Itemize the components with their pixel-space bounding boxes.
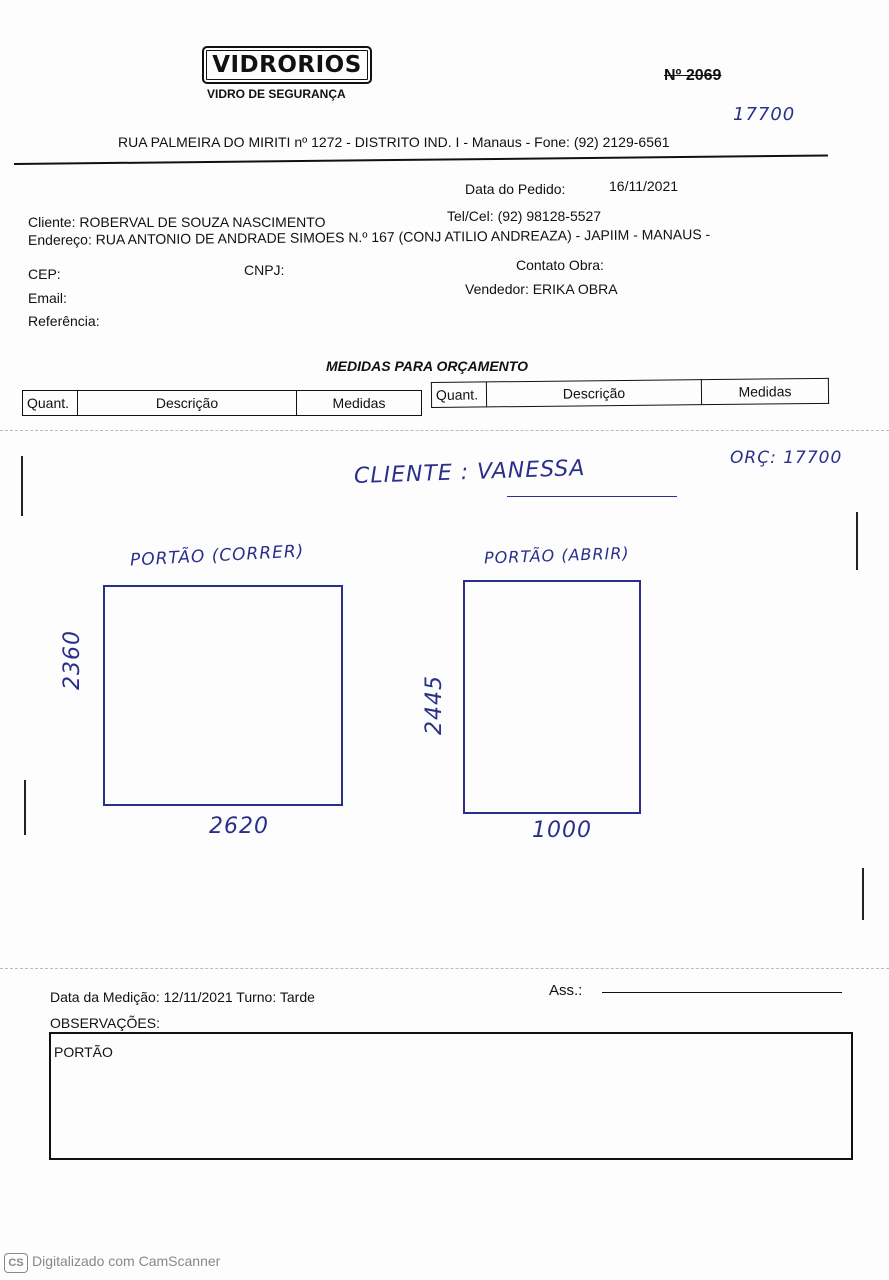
client-phone: Tel/Cel: (92) 98128-5527 xyxy=(447,208,602,224)
email-label: Email: xyxy=(28,290,67,306)
col-measures: Medidas xyxy=(701,378,828,404)
left-height-dimension: 2360 xyxy=(60,630,85,690)
camscanner-icon: CS xyxy=(4,1253,28,1273)
client-name: Cliente: ROBERVAL DE SOUZA NASCIMENTO xyxy=(28,214,326,230)
company-logo xyxy=(202,46,372,84)
cnpj-label: CNPJ: xyxy=(244,262,285,278)
margin-mark xyxy=(862,868,864,920)
scanner-note: Digitalizado com CamScanner xyxy=(32,1253,221,1269)
col-quant: Quant. xyxy=(23,391,78,416)
right-height-dimension: 2445 xyxy=(422,675,447,735)
measures-header-left xyxy=(22,390,422,416)
reference-label: Referência: xyxy=(28,313,100,329)
margin-mark xyxy=(856,512,858,570)
col-quant: Quant. xyxy=(431,382,486,408)
col-description: Descrição xyxy=(486,380,701,407)
order-date-value: 16/11/2021 xyxy=(609,178,679,194)
right-gate-sketch xyxy=(463,580,641,814)
logo-subtitle: VIDRO DE SEGURANÇA xyxy=(207,87,346,101)
right-sketch-label: PORTÃO (ABRIR) xyxy=(483,543,630,568)
left-sketch-label: PORTÃO (CORRER) xyxy=(129,541,305,571)
order-date-label: Data do Pedido: xyxy=(465,181,566,197)
seller-name: Vendedor: ERIKA OBRA xyxy=(465,281,618,297)
client-address: Endereço: RUA ANTONIO DE ANDRADE SIMOES N.º 167 (CONJ ATILIO ANDREAZA) - JAPIIM - MANAUS - xyxy=(27,226,711,248)
client-note-underline xyxy=(507,496,677,497)
handwritten-order-number: 17700 xyxy=(733,104,796,125)
budget-note: ORÇ: 17700 xyxy=(730,448,843,468)
company-address: RUA PALMEIRA DO MIRITI nº 1272 - DISTRITO IND. I - Manaus - Fone: (92) 2129-6561 xyxy=(118,134,670,150)
observations-box xyxy=(49,1032,853,1160)
measures-header-right xyxy=(431,378,829,408)
signature-line xyxy=(602,992,842,993)
site-contact-label: Contato Obra: xyxy=(516,257,604,273)
cep-label: CEP: xyxy=(28,266,61,282)
page-join-top xyxy=(0,430,889,431)
measurement-date: Data da Medição: 12/11/2021 Turno: Tarde xyxy=(50,989,315,1005)
signature-label: Ass.: xyxy=(549,982,583,999)
measures-title: MEDIDAS PARA ORÇAMENTO xyxy=(326,358,528,374)
col-description: Descrição xyxy=(78,391,297,416)
page-join-bottom xyxy=(0,968,889,969)
logo-text: VIDRORIOS xyxy=(212,52,362,78)
client-note: CLIENTE : VANESSA xyxy=(353,455,586,490)
scanner-footer xyxy=(4,1253,220,1273)
right-width-dimension: 1000 xyxy=(532,818,592,843)
margin-mark xyxy=(24,780,26,835)
col-measures: Medidas xyxy=(297,391,422,416)
margin-mark xyxy=(21,456,23,516)
header-rule xyxy=(14,154,828,165)
document-number: Nº 2069 xyxy=(664,67,722,84)
observations-label: OBSERVAÇÕES: xyxy=(50,1015,160,1031)
left-width-dimension: 2620 xyxy=(209,814,269,839)
observations-text: PORTÃO xyxy=(54,1044,113,1060)
left-gate-sketch xyxy=(103,585,343,806)
